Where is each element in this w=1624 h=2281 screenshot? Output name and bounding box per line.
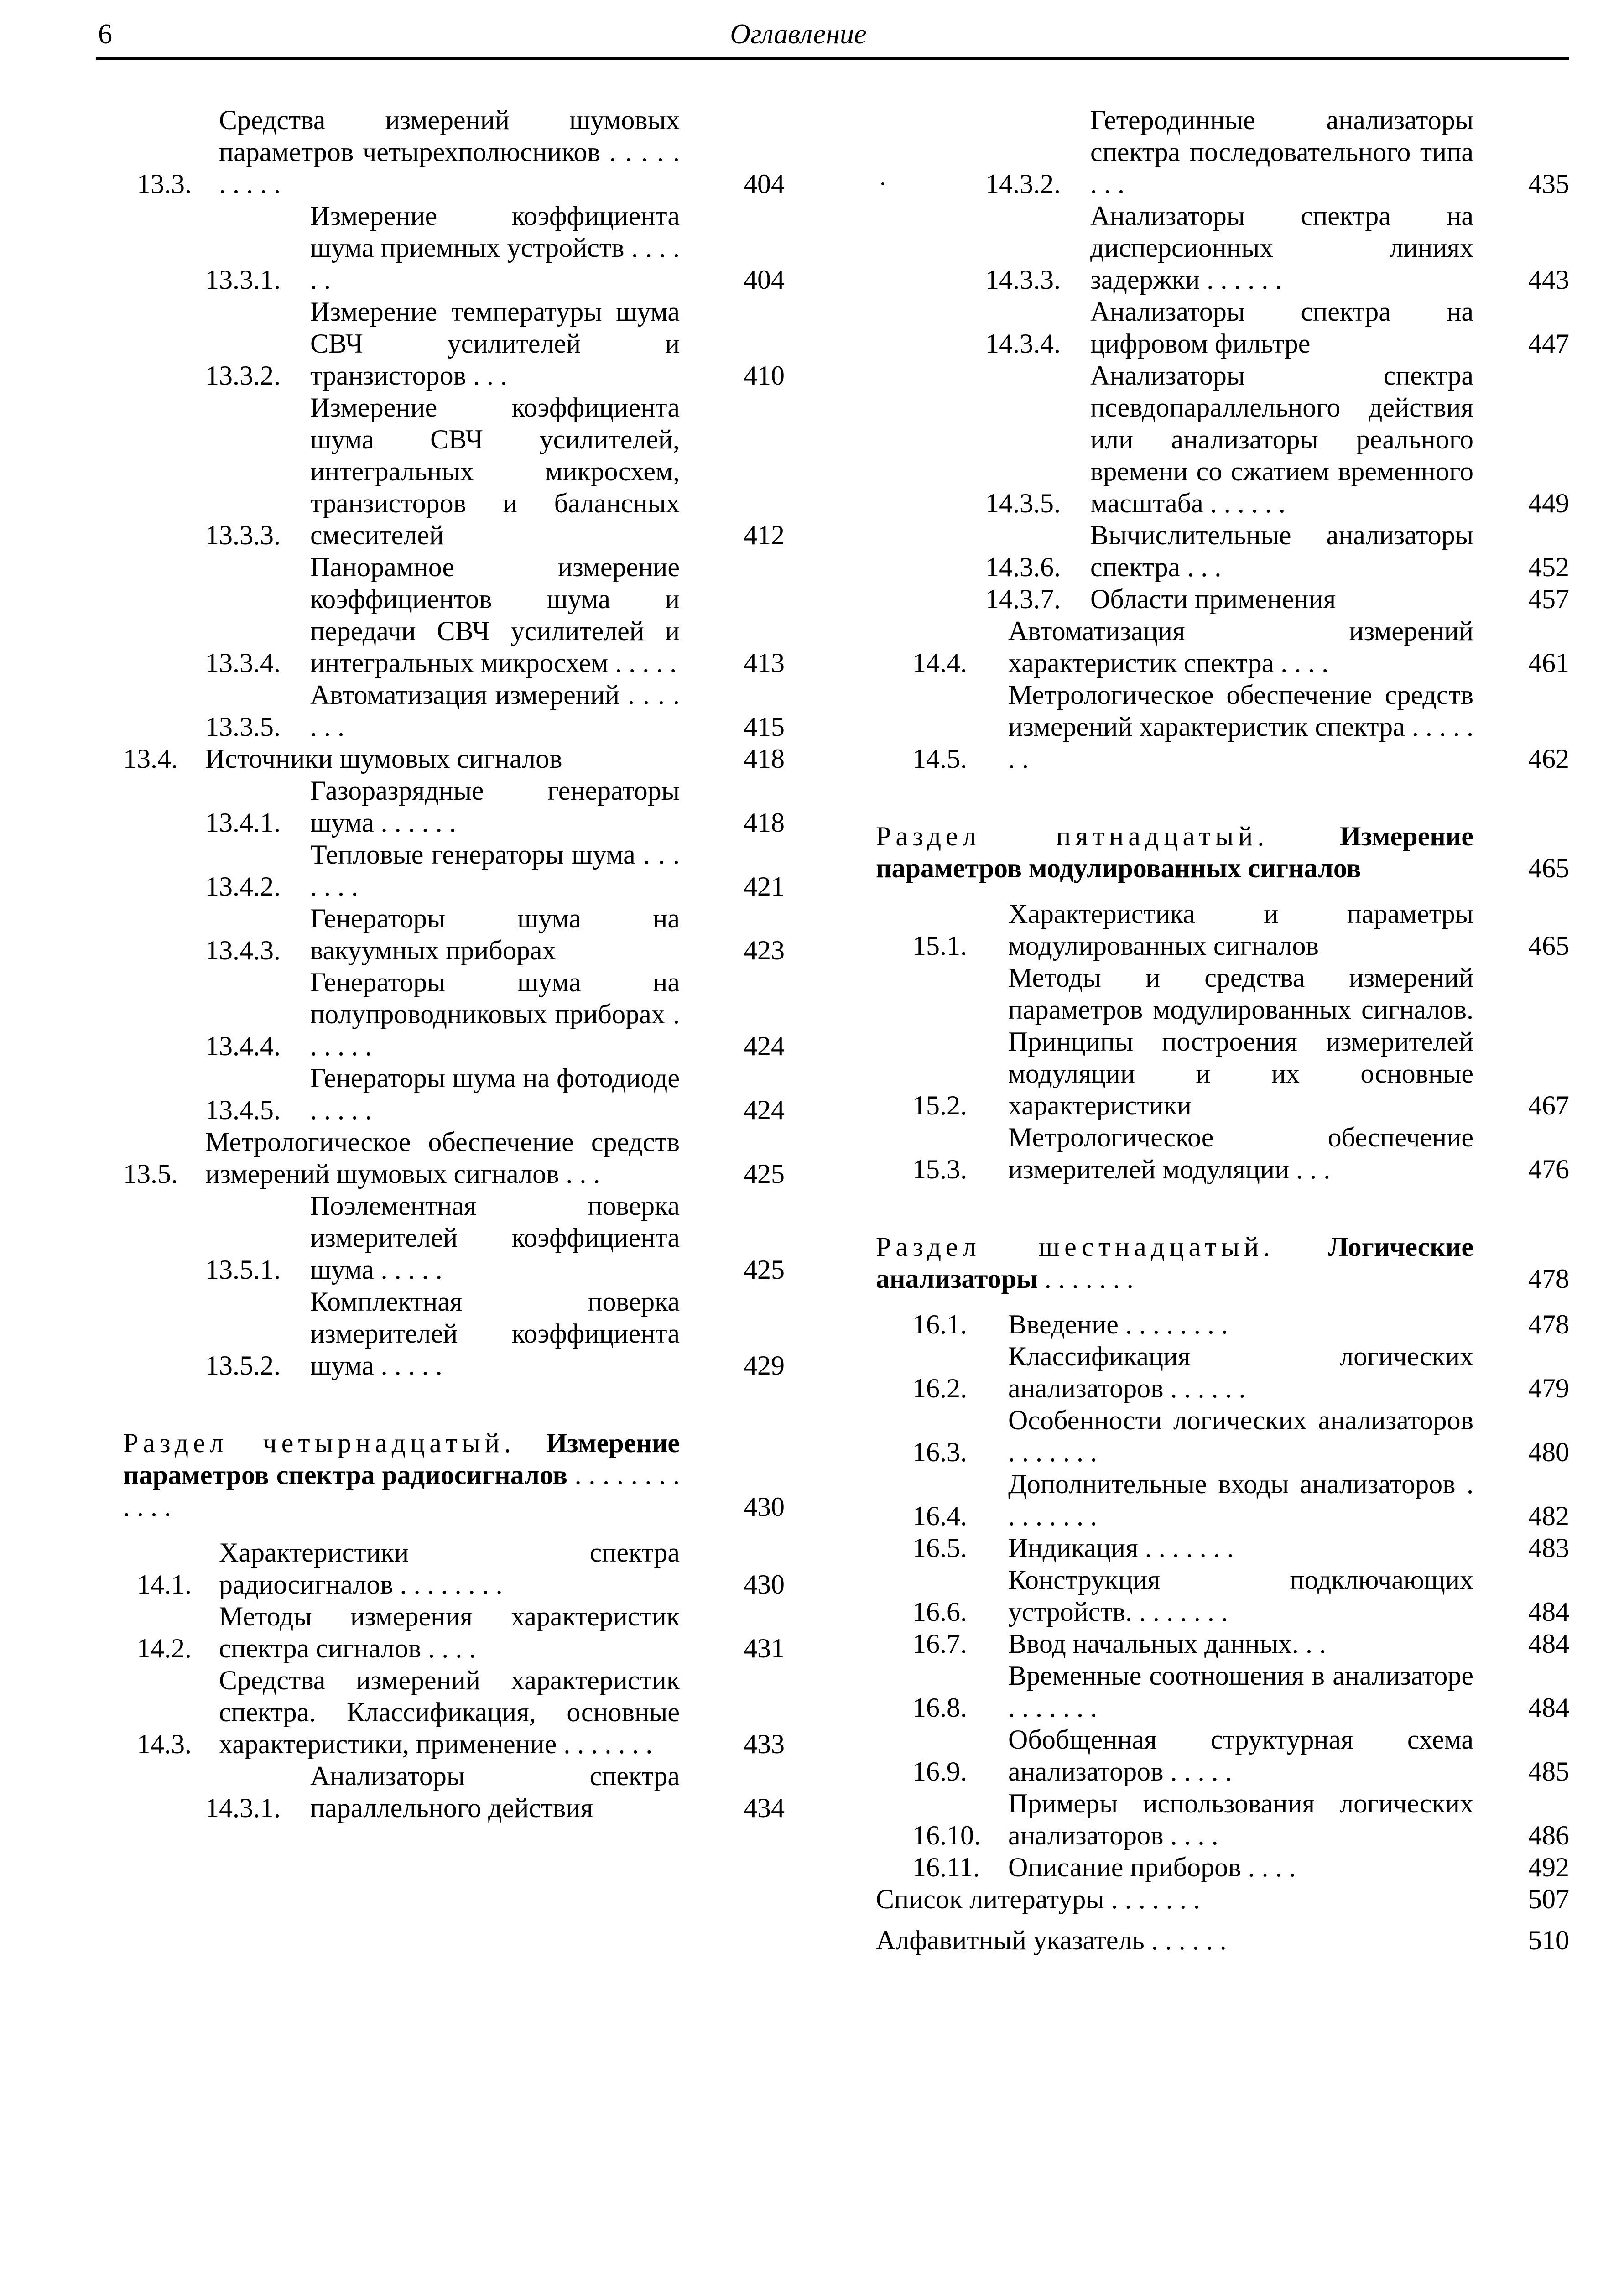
toc-entry <box>876 898 1569 962</box>
entry-number: 14.3.3. <box>985 265 1061 295</box>
toc-entry <box>876 1404 1569 1468</box>
entry-title: Метрологическое обеспечение средств измерений характеристик спектра . . . . . . . <box>1008 680 1473 774</box>
running-title: Оглавление <box>730 19 867 50</box>
toc-entry <box>123 1190 785 1286</box>
entry-page: 423 <box>744 935 785 965</box>
toc-entry <box>123 966 785 1062</box>
entry-page: 433 <box>744 1729 785 1759</box>
entry-page: 507 <box>1528 1884 1569 1914</box>
toc-entry <box>876 104 1569 200</box>
entry-number: 16.5. <box>912 1533 967 1563</box>
entry-number: 16.3. <box>912 1437 967 1467</box>
entry-page: 412 <box>744 520 785 550</box>
entry-title: Анализаторы спектра псевдопараллельного действия или анализаторы реального времени со сжатием временного масштаба . . . . . . <box>1090 360 1473 518</box>
entry-number: 14.3. <box>137 1729 192 1759</box>
toc-entry <box>123 679 785 743</box>
section-label: Раздел пятнадцатый. <box>876 821 1269 851</box>
entry-title: Автоматизация измерений . . . . . . . <box>310 680 680 742</box>
section-name: Измерение параметров модулированных сигналов <box>876 821 1473 883</box>
entry-number: 13.4.1. <box>205 807 281 838</box>
toc-entry <box>876 519 1569 583</box>
toc-entry <box>876 679 1569 775</box>
entry-number: 16.2. <box>912 1373 967 1403</box>
entry-number: 13.3. <box>137 169 192 199</box>
toc-entry <box>876 1787 1569 1851</box>
entry-page: 461 <box>1528 648 1569 678</box>
entry-page: 449 <box>1528 488 1569 518</box>
toc-entry <box>123 902 785 966</box>
toc-entry <box>876 200 1569 296</box>
section-label: Раздел четырнадцатый. <box>123 1428 515 1458</box>
toc-entry <box>876 359 1569 519</box>
entry-page: 431 <box>744 1633 785 1663</box>
header-rule <box>96 57 1569 60</box>
entry-title: Методы и средства измерений параметров модулированных сигналов. Принципы построения измерителей модуляции и их основные характеристики <box>1008 963 1473 1120</box>
entry-number: 14.1. <box>137 1569 192 1599</box>
entry-number: 14.5. <box>912 744 967 774</box>
entry-title: Источники шумовых сигналов <box>205 744 562 774</box>
entry-page: 452 <box>1528 552 1569 582</box>
entry-title: Газоразрядные генераторы шума . . . . . . <box>310 776 680 838</box>
section-heading <box>123 1427 785 1523</box>
entry-title: Измерение температуры шума СВЧ усилителей и транзисторов . . . <box>310 297 680 391</box>
page-number: 6 <box>98 19 112 50</box>
entry-title: Характеристика и параметры модулированных сигналов <box>1008 899 1473 961</box>
entry-page: 410 <box>744 360 785 391</box>
entry-title: Классификация логических анализаторов . . . . . . <box>1008 1341 1473 1403</box>
entry-number: 16.10. <box>912 1820 981 1850</box>
entry-title: Поэлементная поверка измерителей коэффициента шума . . . . . <box>310 1191 680 1285</box>
entry-number: 13.3.5. <box>205 712 281 742</box>
entry-number: 16.8. <box>912 1693 967 1723</box>
entry-number: 14.3.4. <box>985 328 1061 359</box>
entry-title: Дополнительные входы анализаторов . . . . . . . . <box>1008 1469 1473 1531</box>
entry-page: 413 <box>744 648 785 678</box>
entry-title: Панорамное измерение коэффициентов шума и передачи СВЧ усилителей и интегральных микросхем . . . . . <box>310 552 680 678</box>
entry-page: 484 <box>1528 1597 1569 1627</box>
entry-page: 485 <box>1528 1756 1569 1786</box>
entry-number: 13.4. <box>123 744 178 774</box>
entry-title: Генераторы шума на полупроводниковых приборах . . . . . . <box>310 967 680 1061</box>
entry-title: Измерение коэффициента шума СВЧ усилителей, интегральных микросхем, транзисторов и балансных смесителей <box>310 392 680 550</box>
entry-number: 16.9. <box>912 1756 967 1786</box>
entry-title: Автоматизация измерений характеристик спектра . . . . <box>1008 616 1473 678</box>
entry-number: 16.11. <box>912 1852 980 1882</box>
section-title <box>123 1427 680 1523</box>
toc-entry <box>876 615 1569 679</box>
entry-number: 13.4.4. <box>205 1031 281 1061</box>
entry-page: 418 <box>744 744 785 774</box>
entry-number: 13.3.2. <box>205 360 281 391</box>
entry-number: 14.3.1. <box>205 1793 281 1823</box>
toc-entry <box>876 1724 1569 1787</box>
entry-page: 429 <box>744 1350 785 1380</box>
entry-title: Тепловые генераторы шума . . . . . . . <box>310 839 680 901</box>
entry-number: 14.4. <box>912 648 967 678</box>
entry-title: Анализаторы спектра на дисперсионных линиях задержки . . . . . . <box>1090 201 1473 295</box>
entry-number: 14.3.7. <box>985 584 1061 614</box>
entry-page: 418 <box>744 807 785 838</box>
section-page: 465 <box>1528 853 1569 883</box>
entry-title: Методы измерения характеристик спектра сигналов . . . . <box>219 1601 680 1663</box>
toc-entry <box>876 962 1569 1121</box>
entry-title: Метрологическое обеспечение измерителей модуляции . . . <box>1008 1122 1473 1184</box>
print-speck <box>881 182 884 185</box>
spacer <box>876 1915 1569 1924</box>
entry-title: Описание приборов . . . . <box>1008 1852 1296 1882</box>
entry-number: 13.4.3. <box>205 935 281 965</box>
entry-title: Комплектная поверка измерителей коэффициента шума . . . . . <box>310 1286 680 1380</box>
entry-page: 462 <box>1528 744 1569 774</box>
toc-entry <box>876 1468 1569 1532</box>
toc-entry <box>123 838 785 902</box>
entry-title: Введение . . . . . . . . <box>1008 1309 1228 1339</box>
toc-entry-index <box>876 1924 1569 1956</box>
entry-number: 16.6. <box>912 1597 967 1627</box>
section-label: Раздел шестнадцатый. <box>876 1232 1275 1262</box>
entry-number: 13.4.5. <box>205 1095 281 1125</box>
entry-title: Обобщенная структурная схема анализаторов . . . . . <box>1008 1724 1473 1786</box>
entry-number: 14.3.2. <box>985 169 1061 199</box>
toc-entry <box>123 391 785 551</box>
entry-page: 484 <box>1528 1629 1569 1659</box>
toc-entry <box>123 1536 785 1600</box>
entry-page: 435 <box>1528 169 1569 199</box>
section-leader-dots: . . . . . . . <box>1044 1264 1134 1294</box>
toc-entry <box>123 551 785 679</box>
entry-title: Генераторы шума на фотодиоде . . . . . <box>310 1063 680 1125</box>
toc-entry <box>876 1660 1569 1724</box>
entry-number: 13.4.2. <box>205 871 281 901</box>
section-name: Измерение параметров спектра радиосигналов <box>123 1428 680 1490</box>
toc-entry <box>876 1851 1569 1883</box>
entry-number: 13.5.2. <box>205 1350 281 1380</box>
entry-page: 510 <box>1528 1925 1569 1955</box>
toc-entry-bibliography <box>876 1883 1569 1915</box>
entry-number: 14.2. <box>137 1633 192 1663</box>
entry-title: Ввод начальных данных. . . <box>1008 1629 1326 1659</box>
toc-entry <box>123 1664 785 1760</box>
entry-page: 476 <box>1528 1154 1569 1184</box>
toc-entry <box>123 1286 785 1381</box>
entry-title: Средства измерений шумовых параметров четырехполюсников . . . . . . . . . . <box>219 105 680 199</box>
toc-entry <box>123 104 785 200</box>
section-name: Логические анализаторы <box>876 1232 1473 1294</box>
entry-title: Генераторы шума на вакуумных приборах <box>310 903 680 965</box>
entry-page: 482 <box>1528 1501 1569 1531</box>
toc-right-column <box>876 104 1569 1956</box>
entry-title: Вычислительные анализаторы спектра . . . <box>1090 520 1473 582</box>
entry-page: 425 <box>744 1255 785 1285</box>
toc-entry <box>123 1062 785 1126</box>
entry-page: 424 <box>744 1031 785 1061</box>
entry-page: 421 <box>744 871 785 901</box>
entry-number: 13.3.1. <box>205 265 281 295</box>
entry-title: Примеры использования логических анализаторов . . . . <box>1008 1788 1473 1850</box>
entry-page: 480 <box>1528 1437 1569 1467</box>
entry-title: Измерение коэффициента шума приемных устройств . . . . . . <box>310 201 680 295</box>
entry-title: Анализаторы спектра параллельного действия <box>310 1761 680 1823</box>
toc-left-column <box>123 104 785 1824</box>
toc-entry <box>123 1760 785 1824</box>
entry-title: Области применения <box>1090 584 1336 614</box>
entry-title: Алфавитный указатель . . . . . . <box>876 1925 1227 1955</box>
section-page: 430 <box>744 1492 785 1522</box>
section-title <box>876 1231 1473 1295</box>
entry-title: Индикация . . . . . . . <box>1008 1533 1234 1563</box>
section-page: 478 <box>1528 1264 1569 1294</box>
toc-entry <box>876 1308 1569 1340</box>
entry-number: 13.5.1. <box>205 1255 281 1285</box>
entry-page: 492 <box>1528 1852 1569 1882</box>
entry-page: 465 <box>1528 931 1569 961</box>
entry-title: Гетеродинные анализаторы спектра последовательного типа . . . <box>1090 105 1473 199</box>
section-title <box>876 820 1473 884</box>
entry-title: Характеристики спектра радиосигналов . . . . . . . . <box>219 1537 680 1599</box>
toc-entry <box>123 296 785 391</box>
entry-title: Особенности логических анализаторов . . . . . . . <box>1008 1405 1473 1467</box>
entry-title: Список литературы . . . . . . . <box>876 1884 1200 1914</box>
section-heading <box>876 820 1569 884</box>
entry-page: 467 <box>1528 1090 1569 1120</box>
section-heading <box>876 1231 1569 1295</box>
entry-title: Средства измерений характеристик спектра. Классификация, основные характеристики, применение . . . . . . . <box>219 1665 680 1759</box>
entry-page: 479 <box>1528 1373 1569 1403</box>
entry-number: 16.1. <box>912 1309 967 1339</box>
entry-number: 13.3.4. <box>205 648 281 678</box>
entry-page: 483 <box>1528 1533 1569 1563</box>
toc-entry <box>123 743 785 775</box>
entry-title: Конструкция подключающих устройств. . . . . . . . <box>1008 1565 1473 1627</box>
entry-title: Анализаторы спектра на цифровом фильтре <box>1090 297 1473 359</box>
entry-page: 404 <box>744 169 785 199</box>
toc-entry <box>876 296 1569 359</box>
entry-page: 486 <box>1528 1820 1569 1850</box>
entry-page: 434 <box>744 1793 785 1823</box>
entry-page: 425 <box>744 1159 785 1189</box>
toc-entry <box>876 1340 1569 1404</box>
entry-page: 478 <box>1528 1309 1569 1339</box>
toc-entry <box>876 1564 1569 1628</box>
toc-entry <box>123 775 785 838</box>
entry-page: 404 <box>744 265 785 295</box>
toc-entry <box>876 1628 1569 1660</box>
section-leader-dots: . . . . . . . . . . . . <box>123 1460 680 1522</box>
entry-page: 447 <box>1528 328 1569 359</box>
entry-number: 14.3.5. <box>985 488 1061 518</box>
entry-title: Временные соотношения в анализаторе . . . . . . . <box>1008 1661 1473 1723</box>
entry-page: 484 <box>1528 1693 1569 1723</box>
entry-page: 430 <box>744 1569 785 1599</box>
entry-number: 13.5. <box>123 1159 178 1189</box>
entry-number: 16.7. <box>912 1629 967 1659</box>
entry-page: 443 <box>1528 265 1569 295</box>
entry-page: 415 <box>744 712 785 742</box>
entry-number: 15.1. <box>912 931 967 961</box>
toc-entry <box>876 583 1569 615</box>
toc-entry <box>123 200 785 296</box>
toc-entry <box>123 1126 785 1190</box>
entry-number: 14.3.6. <box>985 552 1061 582</box>
entry-number: 15.3. <box>912 1154 967 1184</box>
entry-number: 15.2. <box>912 1090 967 1120</box>
toc-entry <box>123 1600 785 1664</box>
entry-number: 16.4. <box>912 1501 967 1531</box>
entry-number: 13.3.3. <box>205 520 281 550</box>
entry-title: Метрологическое обеспечение средств измерений шумовых сигналов . . . <box>205 1127 680 1189</box>
toc-entry <box>876 1532 1569 1564</box>
entry-page: 424 <box>744 1095 785 1125</box>
toc-entry <box>876 1121 1569 1185</box>
entry-page: 457 <box>1528 584 1569 614</box>
